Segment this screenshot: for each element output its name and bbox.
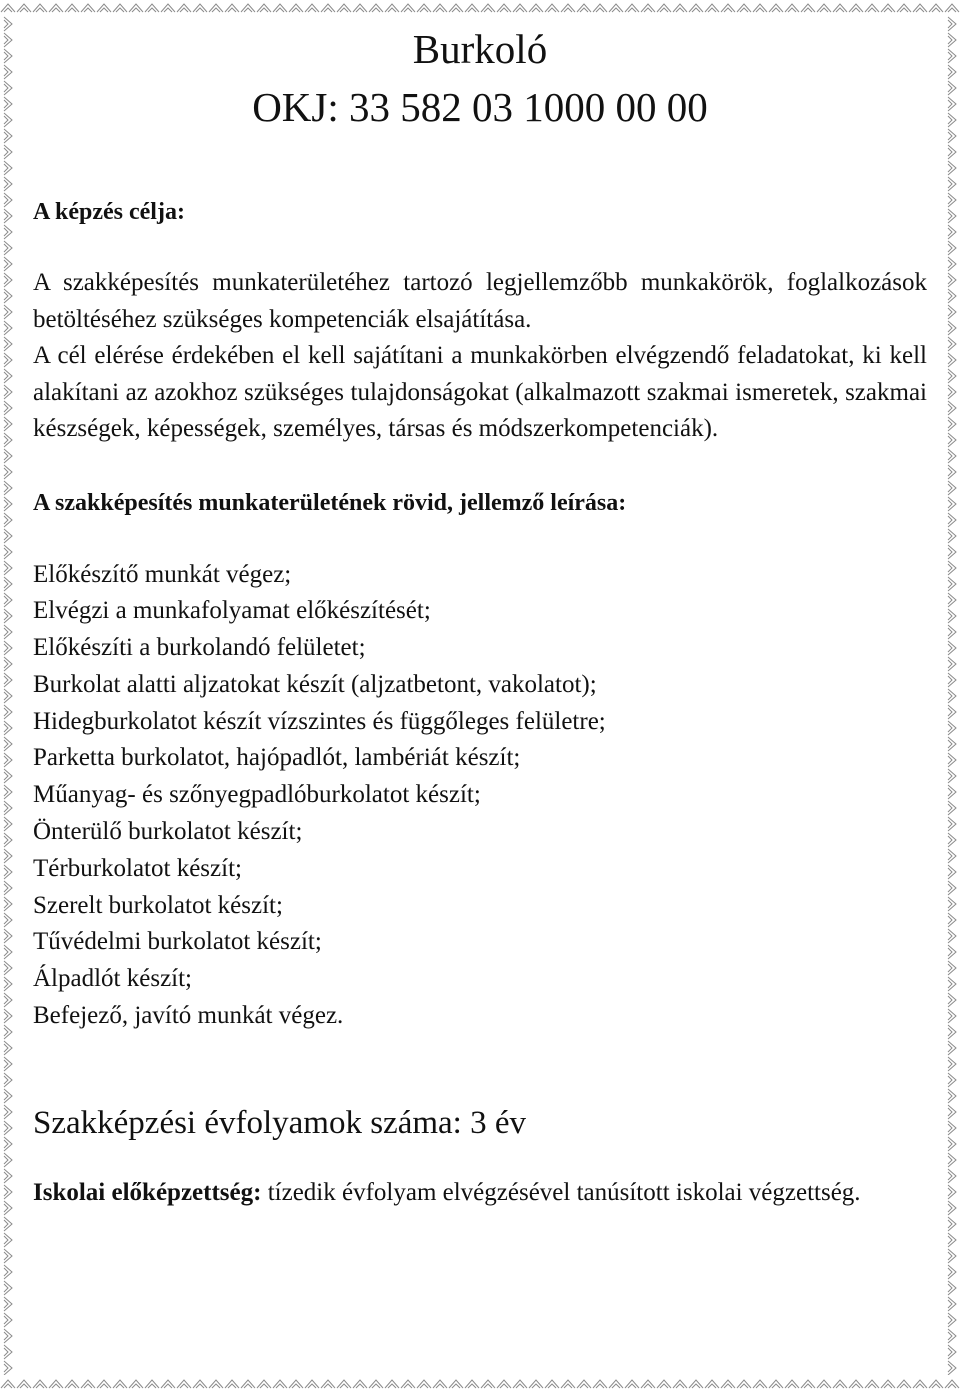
list-item: Előkészítő munkát végez; [33,560,292,588]
list-item: Műanyag- és szőnyegpadlóburkolatot készít; [33,781,481,809]
years-heading: Szakképzési évfolyamok száma: 3 év [33,1104,526,1141]
task-list [33,557,927,1035]
list-item: Hidegburkolatot készít vízszintes és függőleges felületre; [33,707,606,735]
list-item: Parketta burkolatot, hajópadlót, lambériát készít; [33,744,521,772]
document-title [33,20,927,136]
list-item: Burkolat alatti aljzatokat készít (aljzatbetont, vakolatot); [33,670,597,698]
list-item: Befejező, javító munkát végez. [33,1002,344,1030]
prerequisite-label: Iskolai előképzettség: [33,1178,262,1206]
title-line-2: OKJ: 33 582 03 1000 00 00 [252,84,708,130]
goal-paragraph-1: A szakképesítés munkaterületéhez tartozó legjellemzőbb munkakörök, foglalkozások betöltéséhez szükséges kompetenciák elsajátítása. [33,269,927,333]
prerequisite-paragraph [33,1175,927,1212]
list-item: Álpadlót készít; [33,965,192,993]
goal-heading: A képzés célja: [33,199,185,225]
prerequisite-value: tízedik évfolyam elvégzésével tanúsított iskolai végzettség. [261,1178,861,1206]
document-content [33,20,927,1211]
list-item: Önterülő burkolatot készít; [33,818,303,846]
list-item: Térburkolatot készít; [33,854,242,882]
list-item: Előkészíti a burkolandó felületet; [33,634,366,662]
title-line-1: Burkoló [412,26,548,72]
goal-paragraph-2: A cél elérése érdekében el kell sajátítani a munkakörben elvégzendő feladatokat, ki kell alakítani az azokhoz szükséges tulajdonságokat (alkalmazott szakmai ismeretek, szakmai készségek, képességek, személyes, társas és módszerkompetenciák). [33,342,927,442]
description-heading: A szakképesítés munkaterületének rövid, jellemző leírása: [33,489,627,516]
list-item: Szerelt burkolatot készít; [33,891,283,919]
list-item: Tűvédelmi burkolatot készít; [33,928,322,956]
list-item: Elvégzi a munkafolyamat előkészítését; [33,597,431,625]
